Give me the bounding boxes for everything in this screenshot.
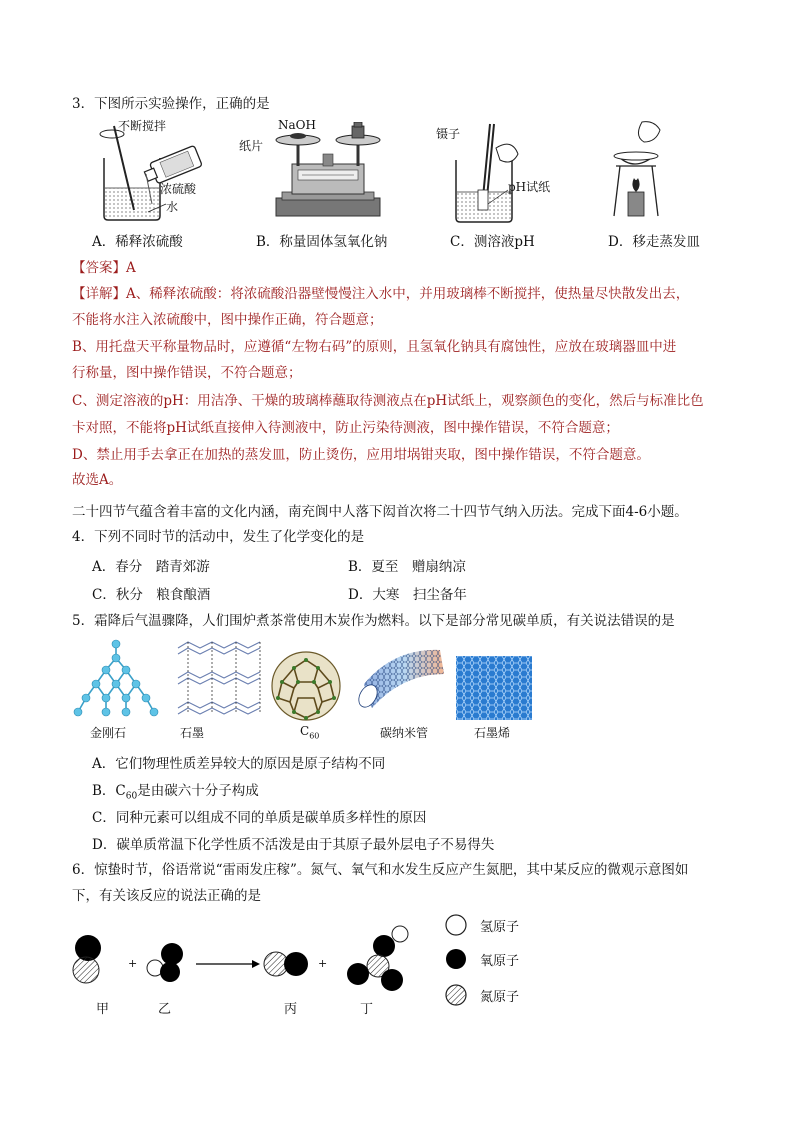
- plus-sign: +: [318, 957, 328, 970]
- plus-sign: +: [128, 957, 138, 970]
- q5-option-b-subscript: 60: [125, 791, 138, 802]
- q3-option-a: A．稀释浓硫酸: [92, 234, 183, 250]
- q5-option-b-prefix: B．C: [92, 783, 126, 799]
- c60-structure-image: [268, 648, 344, 724]
- q4-stem: 4．下列不同时节的活动中，发生了化学变化的是: [72, 529, 365, 545]
- q3-option-d: D．移走蒸发皿: [608, 234, 700, 250]
- hydrogen-atom: [392, 926, 408, 942]
- label-jia: 甲: [96, 1002, 110, 1017]
- oxygen-atom: [373, 935, 395, 957]
- q3-option-c: C．测溶液pH: [450, 234, 535, 250]
- label-tweezers: 镊子: [436, 127, 461, 141]
- q3-explain-line: 【详解】A、稀释浓硫酸：将浓硫酸沿器壁慢慢注入水中，并用玻璃棒不断搅拌，使热量尽快散发出去，: [72, 286, 690, 302]
- label-yi: 乙: [158, 1002, 172, 1017]
- hydrogen-legend-icon: [446, 915, 466, 935]
- q5-stem: 5．霜降后气温骤降，人们围炉煮茶常使用木炭作为燃料。以下是部分常见碳单质，有关说法错误的是: [72, 613, 675, 629]
- q3-explain-line: D、禁止用手去拿正在加热的蒸发皿，防止烫伤，应用坩埚钳夹取，图中操作错误，不符合题意。: [72, 447, 650, 463]
- q3-explain-line: 不能将水注入浓硫酸中，图中操作正确，符合题意；: [72, 312, 383, 328]
- passage-intro: 二十四节气蕴含着丰富的文化内涵，南充阆中人落下闳首次将二十四节气纳入历法。完成下面4-6小题。: [72, 504, 688, 520]
- oxygen-atom: [381, 969, 403, 991]
- caption-c60-subscript: 60: [309, 731, 320, 741]
- q3-figure-c: [452, 120, 562, 226]
- oxygen-atom: [161, 943, 183, 965]
- diamond-structure-image: [72, 636, 162, 722]
- q6-stem-line2: 下，有关该反应的说法正确的是: [72, 888, 261, 904]
- q6-reaction-diagram: [66, 910, 426, 994]
- nitrogen-atom: [73, 957, 99, 983]
- legend-nitrogen: 氮原子: [480, 990, 520, 1005]
- q5-option-c: C．同种元素可以组成不同的单质是碳单质多样性的原因: [92, 810, 427, 826]
- caption-nanotube: 碳纳米管: [380, 726, 429, 740]
- q6-legend: [444, 914, 470, 1006]
- caption-graphite: 石墨: [180, 726, 205, 740]
- caption-diamond: 金刚石: [90, 726, 127, 740]
- nitrogen-legend-icon: [446, 985, 466, 1005]
- q3-explain-line: 故选A。: [72, 472, 123, 488]
- q3-explain-line: C、测定溶液的pH：用洁净、干燥的玻璃棒蘸取待测液点在pH试纸上，观察颜色的变化，然后与标准比色: [72, 393, 704, 409]
- q3-answer: 【答案】A: [72, 260, 136, 276]
- label-conc-acid: 浓硫酸: [160, 182, 197, 196]
- q4-option-c: C．秋分 粮食酿酒: [92, 587, 211, 603]
- q5-option-d: D．碳单质常温下化学性质不活泼是由于其原子最外层电子不易得失: [92, 837, 495, 853]
- q3-figure-b: [268, 122, 388, 222]
- q3-explain-line: 卡对照，不能将pH试纸直接伸入待测液中，防止污染待测液，图中操作错误，不符合题意；: [72, 420, 619, 436]
- q4-option-a: A．春分 踏青郊游: [92, 559, 210, 575]
- nanotube-structure-image: [354, 644, 450, 714]
- q3-explain-line: 行称量，图中操作错误，不符合题意；: [72, 365, 302, 381]
- q6-stem-line1: 6．惊蛰时节，俗语常说“雷雨发庄稼”。氮气、氧气和水发生反应产生氮肥，其中某反应的微观示意图如: [72, 862, 689, 878]
- label-stir: 不断搅拌: [118, 119, 167, 133]
- label-ph-paper: pH试纸: [508, 180, 551, 194]
- legend-hydrogen: 氢原子: [480, 920, 520, 935]
- q4-option-d: D．大寒 扫尘备年: [348, 587, 467, 603]
- q3-stem: 3．下图所示实验操作，正确的是: [72, 96, 270, 112]
- caption-c60-symbol: C: [300, 724, 310, 738]
- q5-option-a: A．它们物理性质差异较大的原因是原子结构不同: [92, 756, 386, 772]
- graphene-structure-image: [456, 656, 532, 720]
- q3-option-b: B．称量固体氢氧化钠: [256, 234, 388, 250]
- label-water: 水: [166, 200, 179, 214]
- label-naoh: NaOH: [278, 118, 316, 132]
- q3-explain-line: B、用托盘天平称量物品时，应遵循“左物右码”的原则，且氢氧化钠具有腐蚀性，应放在玻璃器皿中进: [72, 339, 677, 355]
- q3-figure-d: [604, 120, 684, 220]
- oxygen-atom: [347, 963, 369, 985]
- label-paper: 纸片: [239, 139, 264, 153]
- label-bing: 丙: [284, 1002, 298, 1017]
- oxygen-atom: [284, 952, 308, 976]
- label-ding: 丁: [360, 1002, 374, 1017]
- oxygen-atom: [160, 962, 180, 982]
- legend-oxygen: 氧原子: [480, 954, 520, 969]
- q5-option-b: [92, 779, 259, 802]
- graphite-structure-image: [174, 638, 264, 720]
- q5-option-b-text: 是由碳六十分子构成: [137, 783, 259, 799]
- caption-graphene: 石墨烯: [474, 726, 511, 740]
- oxygen-legend-icon: [446, 949, 466, 969]
- caption-c60: [300, 724, 319, 740]
- q4-option-b: B．夏至 赠扇纳凉: [348, 559, 466, 575]
